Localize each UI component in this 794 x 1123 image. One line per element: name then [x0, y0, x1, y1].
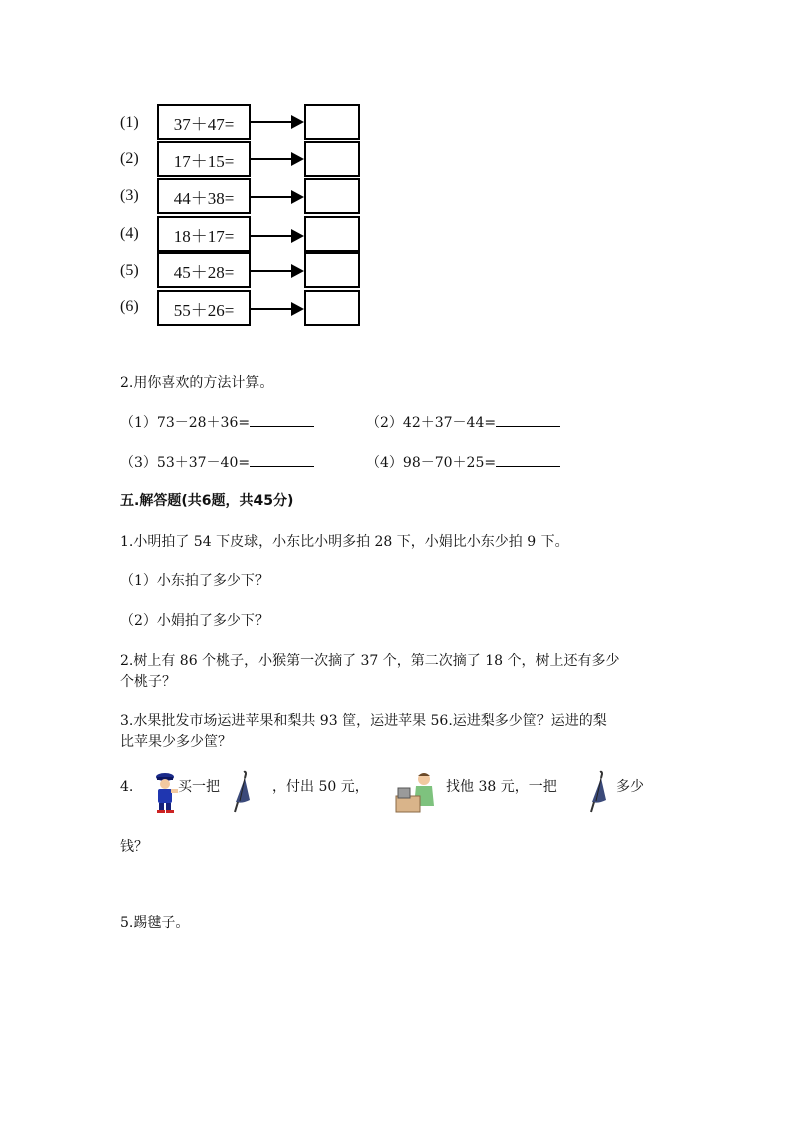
arrow-right-icon — [251, 115, 304, 129]
arrow-right-icon — [251, 190, 304, 204]
equation-cell: 44＋38= — [157, 178, 251, 214]
item-text: （4）98－70＋25= — [366, 455, 497, 471]
question-2-item — [366, 412, 560, 434]
equation-cell: 37＋47= — [157, 104, 251, 140]
equation-cell: 18＋17= — [157, 216, 251, 252]
answer-box[interactable] — [304, 178, 360, 214]
section-heading: 五.解答题(共6题，共45分) — [120, 493, 294, 509]
police-officer-icon — [152, 771, 180, 813]
problem-4-part-1: 买一把 — [178, 779, 220, 795]
answer-blank[interactable] — [496, 412, 560, 427]
problem-5: 5.踢毽子。 — [120, 915, 190, 931]
umbrella-icon — [586, 770, 608, 814]
answer-blank[interactable] — [250, 452, 314, 467]
answer-box[interactable] — [304, 216, 360, 252]
problem-4-part-4: 多少 — [616, 779, 644, 795]
problem-4-part-2: ，付出 50 元， — [272, 779, 369, 795]
answer-box[interactable] — [304, 104, 360, 140]
row-label: (5) — [120, 262, 139, 279]
problem-1-part-b: （2）小娟拍了多少下？ — [120, 613, 269, 629]
problem-2-line-2: 个桃子？ — [120, 674, 176, 690]
problem-4-number: 4. — [120, 779, 134, 795]
question-2-title: 2.用你喜欢的方法计算。 — [120, 375, 274, 391]
arrow-right-icon — [251, 152, 304, 166]
problem-1-part-a: （1）小东拍了多少下？ — [120, 573, 269, 589]
answer-box[interactable] — [304, 290, 360, 326]
problem-4-part-3: 找他 38 元，一把 — [446, 779, 557, 795]
row-label: (2) — [120, 150, 139, 167]
problem-2-line-1: 2.树上有 86 个桃子，小猴第一次摘了 37 个，第二次摘了 18 个，树上还有多少 — [120, 653, 620, 669]
answer-blank[interactable] — [250, 412, 314, 427]
problem-1: 1.小明拍了 54 下皮球，小东比小明多拍 28 下，小娟比小东少拍 9 下。 — [120, 534, 569, 550]
arrow-right-icon — [251, 264, 304, 278]
problem-3-line-1: 3.水果批发市场运进苹果和梨共 93 筐，运进苹果 56.运进梨多少筐？运进的梨 — [120, 713, 607, 729]
answer-blank[interactable] — [496, 452, 560, 467]
answer-box[interactable] — [304, 252, 360, 288]
item-text: （3）53＋37－40= — [120, 455, 251, 471]
problem-3-line-2: 比苹果少多少筐？ — [120, 734, 232, 750]
answer-box[interactable] — [304, 141, 360, 177]
equation-cell: 45＋28= — [157, 252, 251, 288]
problem-4-line-2: 钱？ — [120, 839, 148, 855]
umbrella-icon — [230, 770, 252, 814]
equation-cell: 17＋15= — [157, 141, 251, 177]
question-2-item — [366, 452, 560, 474]
shop-clerk-icon — [394, 770, 440, 814]
equation-cell: 55＋26= — [157, 290, 251, 326]
row-label: (3) — [120, 187, 139, 204]
item-text: （2）42＋37－44= — [366, 415, 497, 431]
row-label: (1) — [120, 114, 139, 131]
row-label: (4) — [120, 225, 139, 242]
question-2-item — [120, 452, 314, 474]
question-2-item — [120, 412, 314, 434]
arrow-right-icon — [251, 229, 304, 243]
arrow-right-icon — [251, 302, 304, 316]
item-text: （1）73－28＋36= — [120, 415, 251, 431]
row-label: (6) — [120, 298, 139, 315]
